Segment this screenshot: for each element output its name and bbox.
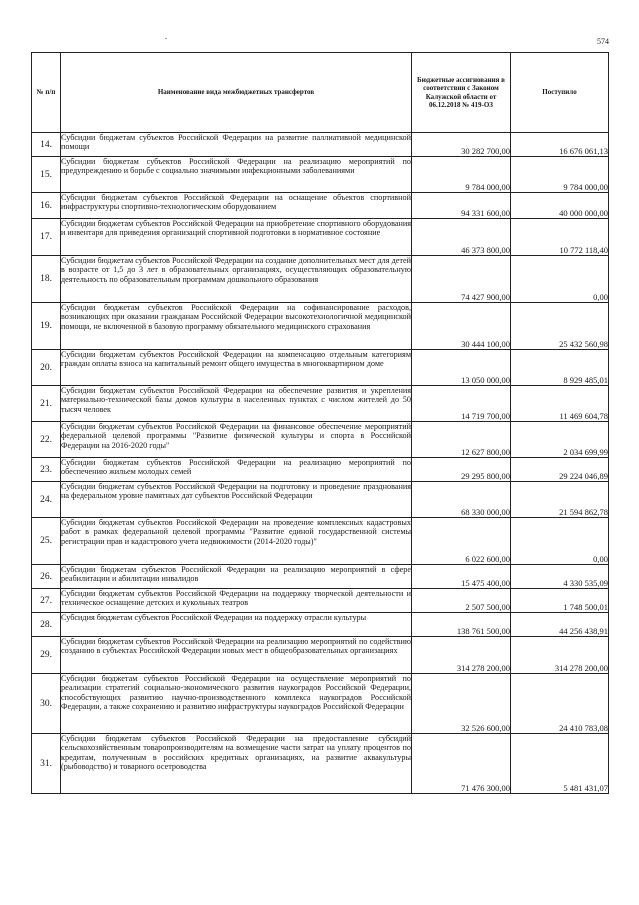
budget-amount: 30 282 700,00: [412, 133, 511, 157]
table-row: [32, 193, 609, 219]
budget-amount: 71 476 300,00: [412, 734, 511, 794]
row-number: 17.: [32, 219, 61, 256]
budget-amount: 46 373 800,00: [412, 219, 511, 256]
budget-amount: 9 784 000,00: [412, 157, 511, 193]
table-row: [32, 422, 609, 458]
budget-amount: 138 761 500,00: [412, 613, 511, 637]
received-amount: 0,00: [511, 518, 609, 565]
table-row: [32, 734, 609, 794]
received-amount: 2 034 699,99: [511, 422, 609, 458]
transfers-table: [31, 52, 609, 794]
received-amount: 44 256 438,91: [511, 613, 609, 637]
transfer-name: Субсидии бюджетам субъектов Российской Федерации на реализацию мероприятий по обеспечению жильем молодых семей: [61, 458, 412, 482]
budget-amount: 32 526 600,00: [412, 674, 511, 734]
received-amount: 24 410 783,08: [511, 674, 609, 734]
table-row: [32, 133, 609, 157]
received-amount: 0,00: [511, 256, 609, 303]
row-number: 26.: [32, 565, 61, 589]
table-row: [32, 565, 609, 589]
transfer-name: Субсидии бюджетам субъектов Российской Федерации на реализацию мероприятий в сфере реабилитации и абилитации инвалидов: [61, 565, 412, 589]
budget-amount: 2 507 500,00: [412, 589, 511, 613]
row-number: 30.: [32, 674, 61, 734]
table-row: [32, 482, 609, 518]
budget-amount: 314 278 200,00: [412, 637, 511, 674]
header-number: № п/п: [32, 53, 61, 133]
row-number: 29.: [32, 637, 61, 674]
transfer-name: Субсидии бюджетам субъектов Российской Федерации на реализацию мероприятий по содействию созданию в субъектах Российской Федерации новых мест в общеобразовательных организациях: [61, 637, 412, 674]
budget-amount: 94 331 600,00: [412, 193, 511, 219]
table-row: [32, 386, 609, 422]
received-amount: 21 594 862,78: [511, 482, 609, 518]
received-amount: 10 772 118,40: [511, 219, 609, 256]
header-budget-allocation: Бюджетные ассигнования в соответствии с Законом Калужской области от 06.12.2018 № 419-ОЗ: [412, 53, 511, 133]
budget-amount: 68 330 000,00: [412, 482, 511, 518]
received-amount: 5 481 431,07: [511, 734, 609, 794]
budget-amount: 74 427 900,00: [412, 256, 511, 303]
table-row: [32, 458, 609, 482]
table-row: [32, 350, 609, 386]
received-amount: 1 748 500,01: [511, 589, 609, 613]
table-row: [32, 303, 609, 350]
row-number: 23.: [32, 458, 61, 482]
transfer-name: Субсидии бюджетам субъектов Российской Федерации на создание дополнительных мест для детей в возрасте от 1,5 до 3 лет в образовательных организациях, осуществляющих образовательную деятельность по образовательным программам дошкольного образования: [61, 256, 412, 303]
row-number: 20.: [32, 350, 61, 386]
row-number: 15.: [32, 157, 61, 193]
transfer-name: Субсидии бюджетам субъектов Российской Федерации на подготовку и проведение празднования на федеральном уровне памятных дат субъектов Российской Федерации: [61, 482, 412, 518]
received-amount: 8 929 485,01: [511, 350, 609, 386]
table-row: [32, 589, 609, 613]
transfer-name: Субсидии бюджетам субъектов Российской Федерации на финансовое обеспечение мероприятий федеральной целевой программы "Развитие физической культуры и спорта в Российской Федерации на 2016-2020 годы": [61, 422, 412, 458]
row-number: 21.: [32, 386, 61, 422]
received-amount: 16 676 061,13: [511, 133, 609, 157]
row-number: 22.: [32, 422, 61, 458]
received-amount: 40 000 000,00: [511, 193, 609, 219]
row-number: 24.: [32, 482, 61, 518]
scan-artifact: [165, 38, 167, 39]
table-header-row: [32, 53, 609, 133]
budget-amount: 6 022 600,00: [412, 518, 511, 565]
row-number: 25.: [32, 518, 61, 565]
received-amount: 9 784 000,00: [511, 157, 609, 193]
budget-amount: 30 444 100,00: [412, 303, 511, 350]
transfer-name: Субсидии бюджетам субъектов Российской Федерации на софинансирование расходов, возникающих при оказании гражданам Российской Федерации высокотехнологичной медицинской помощи, не включенной в базовую программу обязательного медицинского страхования: [61, 303, 412, 350]
transfer-name: Субсидии бюджетам субъектов Российской Федерации на компенсацию отдельным категориям граждан оплаты взноса на капитальный ремонт общего имущества в многоквартирном доме: [61, 350, 412, 386]
table-row: [32, 219, 609, 256]
received-amount: 29 224 046,89: [511, 458, 609, 482]
budget-amount: 14 719 700,00: [412, 386, 511, 422]
row-number: 14.: [32, 133, 61, 157]
transfer-name: Субсидии бюджетам субъектов Российской Федерации на оснащение объектов спортивной инфраструктуры спортивно-технологическим оборудованием: [61, 193, 412, 219]
received-amount: 314 278 200,00: [511, 637, 609, 674]
row-number: 16.: [32, 193, 61, 219]
header-transfer-name: Наименование вида межбюджетных трансфертов: [61, 53, 412, 133]
transfer-name: Субсидии бюджетам субъектов Российской Федерации на обеспечение развития и укрепления материально-технической базы домов культуры в населенных пунктах с числом жителей до 50 тысяч человек: [61, 386, 412, 422]
transfer-name: Субсидии бюджетам субъектов Российской Федерации на предоставление субсидий сельскохозяйственным товаропроизводителям на возмещение части затрат на уплату процентов по кредитам, полученным в российских кредитных организациях, на развитие аквакультуры (рыбоводство) и товарного осетроводства: [61, 734, 412, 794]
table-body: [32, 133, 609, 794]
row-number: 18.: [32, 256, 61, 303]
table-row: [32, 157, 609, 193]
budget-amount: 12 627 800,00: [412, 422, 511, 458]
received-amount: 4 330 535,09: [511, 565, 609, 589]
page-number: 574: [597, 37, 609, 46]
budget-amount: 29 295 800,00: [412, 458, 511, 482]
budget-amount: 15 475 400,00: [412, 565, 511, 589]
transfer-name: Субсидии бюджетам субъектов Российской Федерации на развитие паллиативной медицинской помощи: [61, 133, 412, 157]
table-row: [32, 256, 609, 303]
transfer-name: Субсидии бюджетам субъектов Российской Федерации на приобретение спортивного оборудования и инвентаря для приведения организаций спортивной подготовки в нормативное состояние: [61, 219, 412, 256]
table-row: [32, 518, 609, 565]
row-number: 27.: [32, 589, 61, 613]
row-number: 31.: [32, 734, 61, 794]
budget-amount: 13 050 000,00: [412, 350, 511, 386]
transfer-name: Субсидии бюджетам субъектов Российской Федерации на реализацию мероприятий по предупреждению и борьбе с социально значимыми инфекционными заболеваниями: [61, 157, 412, 193]
transfer-name: Субсидия бюджетам субъектов Российской Федерации на поддержку отрасли культуры: [61, 613, 412, 637]
transfer-name: Субсидии бюджетам субъектов Российской Федерации на поддержку творческой деятельности и техническое оснащение детских и кукольных театров: [61, 589, 412, 613]
row-number: 19.: [32, 303, 61, 350]
header-received: Поступило: [511, 53, 609, 133]
received-amount: 25 432 560,98: [511, 303, 609, 350]
row-number: 28.: [32, 613, 61, 637]
table-row: [32, 613, 609, 637]
received-amount: 11 469 604,78: [511, 386, 609, 422]
transfer-name: Субсидии бюджетам субъектов Российской Федерации на проведение комплексных кадастровых работ в рамках федеральной целевой программы "Развитие единой государственной системы регистрации прав и кадастрового учета недвижимости (2014-2020 годы)": [61, 518, 412, 565]
transfer-name: Субсидии бюджетам субъектов Российской Федерации на осуществление мероприятий по реализации стратегий социально-экономического развития наукоградов Российской Федерации, способствующих развитию научно-производственного комплекса наукоградов Российской Федерации, а также сохранению и развитию инфраструктуры наукоградов Российской Федерации: [61, 674, 412, 734]
table-row: [32, 674, 609, 734]
table-row: [32, 637, 609, 674]
